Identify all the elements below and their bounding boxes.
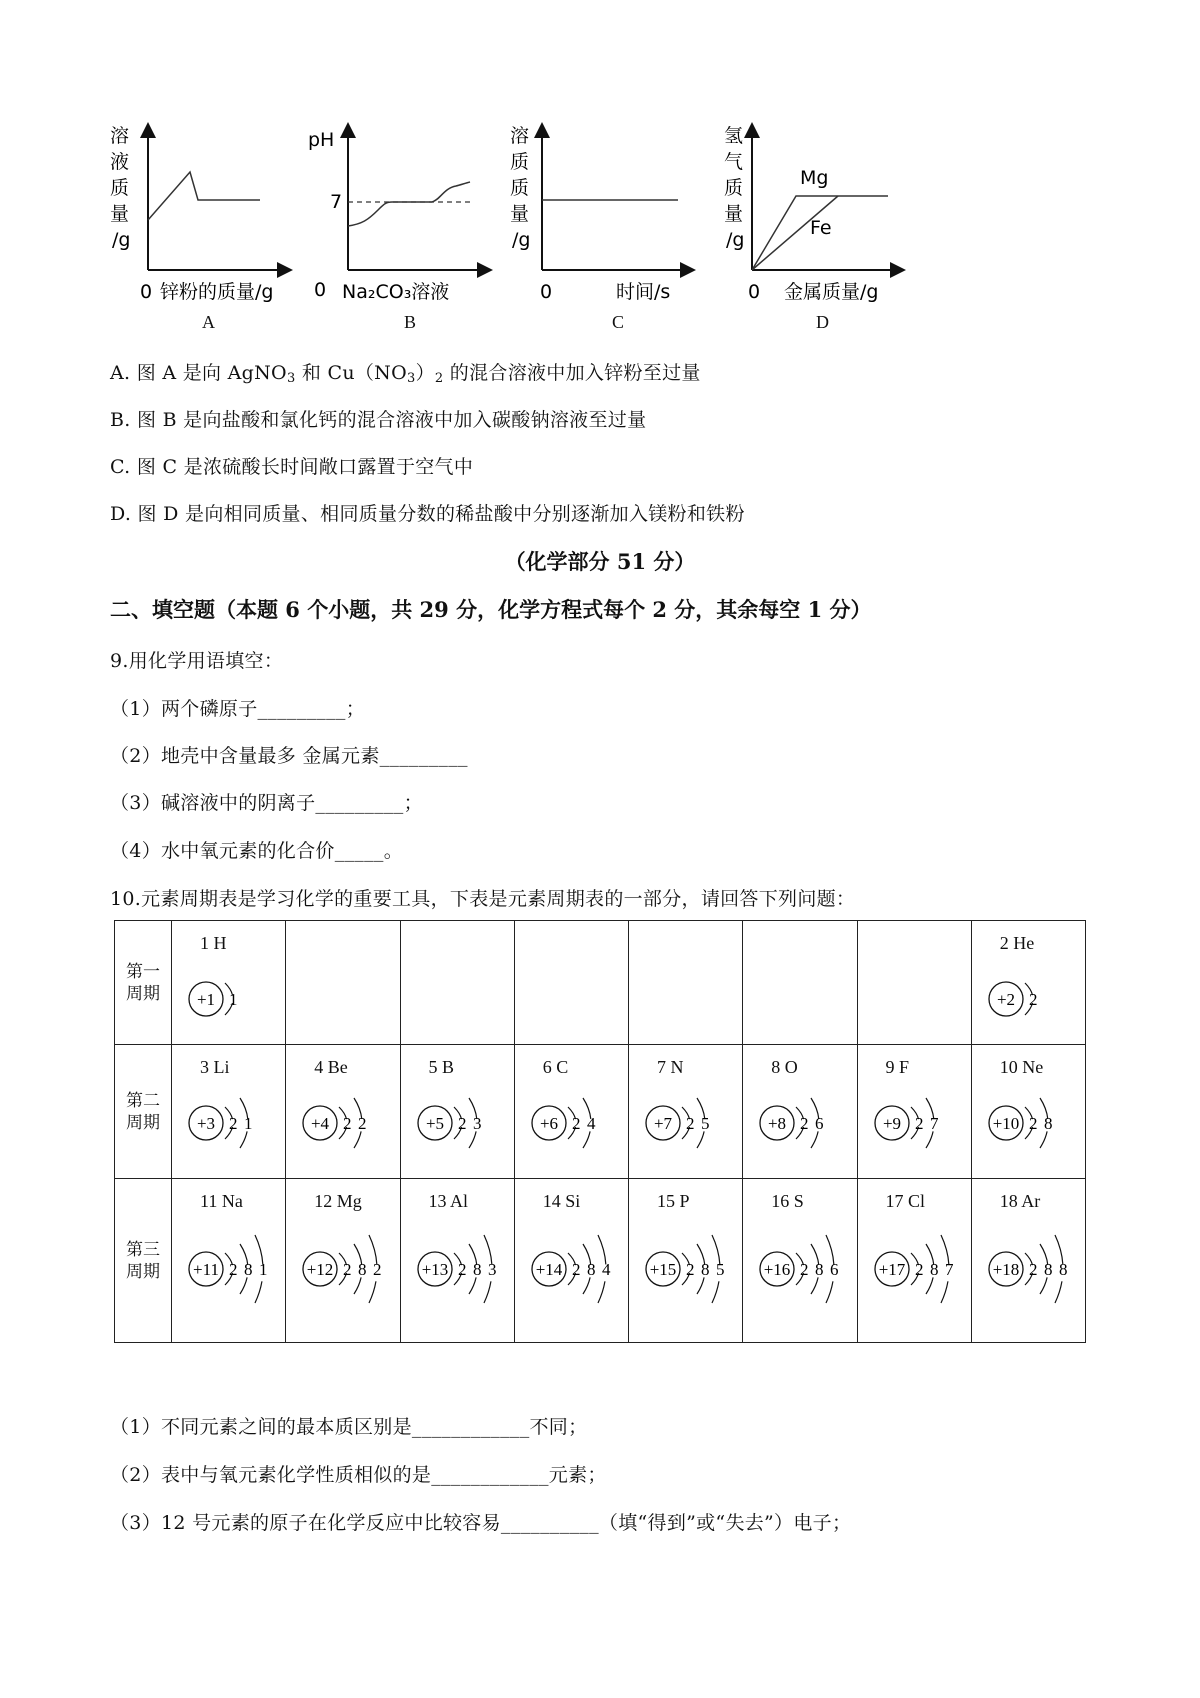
element-symbol: Al [450, 1191, 469, 1211]
element-s [743, 1179, 856, 1342]
shell-electron-count: 2 [358, 1114, 367, 1133]
ylabel-1: 质 [510, 151, 530, 173]
origin-label: 0 [314, 279, 327, 301]
shell-electron-count: 2 [1028, 990, 1038, 1009]
nucleus-charge: +17 [878, 1260, 905, 1279]
nucleus-charge: +16 [763, 1260, 791, 1279]
shell-electron-count: 5 [701, 1114, 710, 1133]
atomic-number: 11 [200, 1191, 218, 1211]
element-label [657, 1191, 690, 1212]
nucleus-charge: +13 [421, 1260, 448, 1279]
chart-c [508, 120, 693, 332]
element-cell [971, 1179, 1085, 1343]
shell-electron-count: 3 [487, 1260, 496, 1279]
ylabel-3: 量 [724, 203, 744, 225]
element-na [172, 1179, 285, 1342]
element-cell [172, 921, 286, 1045]
ylabel-0: 氢 [724, 125, 744, 147]
nucleus-charge: +10 [992, 1114, 1020, 1133]
element-n [629, 1045, 742, 1178]
atomic-number: 5 [428, 1057, 438, 1077]
q10-item-2: （2）表中与氧元素化学性质相似的是____________元素； [110, 1464, 607, 1486]
ylabel-0: pH [308, 129, 335, 151]
shell-electron-count: 7 [929, 1114, 938, 1133]
q9-item-3: （3）碱溶液中的阴离子_________； [110, 792, 423, 814]
shell-electron-count: 2 [686, 1114, 695, 1133]
element-ne [972, 1045, 1085, 1178]
element-p [629, 1179, 742, 1342]
atom-diagram [300, 1079, 395, 1163]
x-axis-label: 金属质量/g [784, 281, 879, 303]
q10-item-1: （1）不同元素之间的最本质区别是____________不同； [110, 1416, 588, 1438]
atomic-number: 7 [657, 1057, 666, 1077]
origin-label: 0 [748, 281, 761, 303]
atomic-number: 14 [542, 1191, 561, 1211]
shell-electron-count: 2 [571, 1114, 581, 1133]
chart-letter: D [816, 312, 829, 332]
element-cell [400, 1179, 514, 1343]
element-cell [286, 1179, 400, 1343]
shell-electron-count: 2 [1028, 1260, 1038, 1279]
element-symbol: Li [213, 1057, 230, 1077]
q9-item-4: （4）水中氧元素的化合价_____。 [110, 840, 403, 862]
atom-diagram [529, 1079, 624, 1163]
atom-diagram [872, 1213, 967, 1323]
atom-diagram [986, 955, 1081, 1039]
series-line [148, 172, 260, 220]
element-cell [286, 1045, 400, 1179]
element-mg [286, 1179, 399, 1342]
element-he [972, 921, 1085, 1044]
part-title: （化学部分 51 分） [504, 549, 696, 574]
element-symbol: H [213, 933, 227, 953]
empty-cell [857, 921, 971, 1045]
shell-electron-count: 5 [716, 1260, 725, 1279]
atomic-number: 1 [200, 933, 209, 953]
atomic-number: 15 [657, 1191, 675, 1211]
element-cell [971, 921, 1085, 1045]
row-label: 第三 周期 [115, 1179, 172, 1343]
chart-letter: A [202, 312, 215, 332]
element-cl [858, 1179, 971, 1342]
element-symbol: P [679, 1191, 690, 1211]
shell-electron-count: 8 [244, 1260, 253, 1279]
shell-electron-count: 8 [701, 1260, 710, 1279]
element-cell [514, 1179, 628, 1343]
atomic-number: 18 [999, 1191, 1018, 1211]
nucleus-charge: +11 [193, 1260, 219, 1279]
element-al [401, 1179, 514, 1342]
element-label [771, 1191, 804, 1212]
period-row-2 [115, 1045, 1086, 1179]
element-symbol: N [670, 1057, 684, 1077]
element-label [543, 1057, 569, 1078]
q10-item-3: （3）12 号元素的原子在化学反应中比较容易__________（填“得到”或“失去”）电子； [110, 1512, 852, 1534]
origin-label: 0 [140, 281, 153, 303]
element-cell [971, 1045, 1085, 1179]
atomic-number: 12 [314, 1191, 333, 1211]
ylabel-3: 量 [510, 203, 530, 225]
shell-electron-count: 4 [586, 1114, 596, 1133]
element-f [858, 1045, 971, 1178]
atomic-number: 17 [885, 1191, 904, 1211]
element-li [172, 1045, 285, 1178]
chart-b [308, 120, 505, 332]
atomic-number: 13 [428, 1191, 447, 1211]
shell-electron-count: 2 [1028, 1114, 1038, 1133]
element-label [314, 1191, 362, 1212]
shell-electron-count: 6 [830, 1260, 839, 1279]
atomic-number: 16 [771, 1191, 790, 1211]
shell-electron-count: 2 [800, 1114, 809, 1133]
element-symbol: C [556, 1057, 569, 1077]
element-label [886, 1057, 910, 1078]
element-symbol: Ar [1021, 1191, 1041, 1211]
element-cell [629, 1179, 743, 1343]
element-label [200, 1057, 230, 1078]
chart-letter: C [612, 312, 625, 332]
shell-electron-count: 2 [457, 1260, 466, 1279]
element-symbol: Be [327, 1057, 348, 1077]
origin-label: 0 [540, 281, 553, 303]
ylabel-0: 溶 [510, 125, 530, 147]
empty-cell [286, 921, 400, 1045]
nucleus-charge: +12 [306, 1260, 334, 1279]
row-label: 第一 周期 [115, 921, 172, 1045]
shell-electron-count: 8 [815, 1260, 824, 1279]
element-symbol: Cl [908, 1191, 926, 1211]
nucleus-charge: +6 [539, 1114, 558, 1133]
element-symbol: Na [221, 1191, 243, 1211]
period-row-3 [115, 1179, 1086, 1343]
element-label [200, 933, 227, 954]
atom-diagram [415, 1079, 510, 1163]
ylabel-4: /g [112, 229, 131, 251]
shell-electron-count: 8 [472, 1260, 481, 1279]
element-cell [514, 1045, 628, 1179]
atom-diagram [643, 1079, 738, 1163]
atom-diagram [529, 1213, 624, 1323]
shell-electron-count: 8 [1058, 1260, 1068, 1279]
nucleus-charge: +4 [311, 1114, 330, 1133]
shell-electron-count: 2 [914, 1114, 923, 1133]
nucleus-charge: +2 [996, 990, 1015, 1009]
shell-electron-count: 2 [800, 1260, 809, 1279]
element-o [743, 1045, 856, 1178]
atomic-number: 2 [999, 933, 1009, 953]
element-label [1000, 1057, 1044, 1078]
element-b [401, 1045, 514, 1178]
ytick-7: 7 [330, 191, 343, 213]
q9-item-1: （1）两个磷原子_________； [110, 698, 365, 720]
element-cell [857, 1045, 971, 1179]
element-label [1000, 1191, 1041, 1212]
atom-diagram [757, 1079, 852, 1163]
option-a: A. 图 A 是向 AgNO$_3$ 和 $Cu(NO_3)_2$ 的混合溶液中加入锌粉至过量 [110, 362, 701, 386]
element-symbol: Ne [1022, 1057, 1044, 1077]
element-c [515, 1045, 628, 1178]
chart-a-svg [110, 120, 295, 320]
periodic-table [114, 920, 1086, 1343]
shell-electron-count: 8 [1043, 1260, 1053, 1279]
shell-electron-count: 2 [373, 1260, 382, 1279]
atomic-number: 8 [771, 1057, 781, 1077]
atomic-number: 10 [999, 1057, 1018, 1077]
shell-electron-count: 7 [944, 1260, 953, 1279]
element-label [543, 1191, 581, 1212]
atomic-number: 3 [200, 1057, 209, 1077]
element-cell [743, 1045, 857, 1179]
chart-a [110, 120, 295, 332]
element-symbol: O [784, 1057, 798, 1077]
atom-diagram [643, 1213, 738, 1323]
atom-diagram [300, 1213, 395, 1323]
shell-electron-count: 6 [815, 1114, 824, 1133]
atom-diagram [872, 1079, 967, 1163]
series-line [348, 182, 470, 226]
ylabel-1: 气 [724, 151, 744, 173]
series-label-mg: Mg [800, 167, 829, 189]
element-cell [629, 1045, 743, 1179]
shell-electron-count: 2 [343, 1114, 352, 1133]
empty-cell [400, 921, 514, 1045]
q9-stem: 9.用化学用语填空： [110, 650, 284, 672]
shell-electron-count: 8 [929, 1260, 938, 1279]
nucleus-charge: +1 [196, 990, 216, 1009]
nucleus-charge: +14 [535, 1260, 563, 1279]
nucleus-charge: +18 [992, 1260, 1020, 1279]
atom-diagram [415, 1213, 510, 1323]
element-cell [400, 1045, 514, 1179]
q10-stem: 10.元素周期表是学习化学的重要工具，下表是元素周期表的一部分，请回答下列问题： [110, 888, 856, 910]
period-row-1 [115, 921, 1086, 1045]
chart-letter: B [404, 312, 417, 332]
shell-electron-count: 8 [1043, 1114, 1053, 1133]
nucleus-charge: +8 [768, 1114, 787, 1133]
atom-diagram [186, 955, 281, 1039]
element-label [314, 1057, 348, 1078]
option-b: B. 图 B 是向盐酸和氯化钙的混合溶液中加入碳酸钠溶液至过量 [110, 409, 647, 431]
section-title: 二、填空题（本题 6 个小题，共 29 分，化学方程式每个 2 分，其余每空 1 分） [110, 597, 872, 622]
element-h [172, 921, 285, 1044]
ylabel-4: /g [512, 229, 531, 251]
chart-b-svg [308, 120, 505, 320]
q9-item-2: （2）地壳中含量最多 金属元素_________ [110, 745, 468, 767]
element-label [200, 1191, 243, 1212]
atom-diagram [757, 1213, 852, 1323]
option-d: D. 图 D 是向相同质量、相同质量分数的稀盐酸中分别逐渐加入镁粉和铁粉 [110, 503, 745, 525]
element-ar [972, 1179, 1085, 1342]
element-label [429, 1057, 455, 1078]
element-symbol: F [899, 1057, 910, 1077]
empty-cell [514, 921, 628, 1045]
atomic-number: 6 [542, 1057, 552, 1077]
ylabel-2: 质 [110, 177, 130, 199]
empty-cell [743, 921, 857, 1045]
x-axis-label: Na₂CO₃溶液 [342, 281, 450, 303]
element-symbol: Si [565, 1191, 581, 1211]
nucleus-charge: +15 [649, 1260, 677, 1279]
chart-d [718, 120, 903, 332]
series-label-fe: Fe [810, 217, 832, 239]
chart-d-svg [718, 120, 903, 320]
shell-electron-count: 1 [229, 990, 238, 1009]
shell-electron-count: 8 [586, 1260, 596, 1279]
x-axis-label: 锌粉的质量/g [160, 281, 274, 303]
shell-electron-count: 4 [601, 1260, 611, 1279]
ylabel-4: /g [726, 229, 745, 251]
element-symbol: S [793, 1191, 804, 1211]
atomic-number: 9 [885, 1057, 895, 1077]
atomic-number: 4 [314, 1057, 324, 1077]
nucleus-charge: +5 [425, 1114, 444, 1133]
atom-diagram [986, 1213, 1081, 1323]
element-label [429, 1191, 469, 1212]
atom-diagram [986, 1079, 1081, 1163]
shell-electron-count: 3 [472, 1114, 481, 1133]
ylabel-2: 质 [724, 177, 744, 199]
shell-electron-count: 2 [343, 1260, 352, 1279]
ylabel-1: 液 [110, 151, 130, 173]
x-axis-label: 时间/s [616, 281, 671, 303]
nucleus-charge: +9 [882, 1114, 901, 1133]
ylabel-2: 质 [510, 177, 530, 199]
element-label [657, 1057, 684, 1078]
nucleus-charge: +3 [196, 1114, 216, 1133]
element-symbol: He [1013, 933, 1035, 953]
shell-electron-count: 2 [914, 1260, 923, 1279]
nucleus-charge: +7 [653, 1114, 673, 1133]
row-label: 第二 周期 [115, 1045, 172, 1179]
atom-diagram [186, 1079, 281, 1163]
element-cell [172, 1179, 286, 1343]
shell-electron-count: 8 [358, 1260, 367, 1279]
shell-electron-count: 2 [571, 1260, 581, 1279]
shell-electron-count: 2 [457, 1114, 466, 1133]
element-cell [743, 1179, 857, 1343]
ylabel-0: 溶 [110, 125, 130, 147]
option-c: C. 图 C 是浓硫酸长时间敞口露置于空气中 [110, 456, 474, 478]
element-symbol: Mg [336, 1191, 362, 1211]
element-label [771, 1057, 798, 1078]
element-be [286, 1045, 399, 1178]
ylabel-3: 量 [110, 203, 130, 225]
shell-electron-count: 1 [244, 1114, 253, 1133]
element-symbol: B [442, 1057, 455, 1077]
element-cell [172, 1045, 286, 1179]
atom-diagram [186, 1213, 281, 1323]
element-label [886, 1191, 926, 1212]
empty-cell [629, 921, 743, 1045]
shell-electron-count: 2 [229, 1114, 238, 1133]
element-cell [857, 1179, 971, 1343]
shell-electron-count: 2 [229, 1260, 238, 1279]
chart-c-svg [508, 120, 693, 320]
shell-electron-count: 2 [686, 1260, 695, 1279]
element-si [515, 1179, 628, 1342]
element-label [1000, 933, 1035, 954]
shell-electron-count: 1 [259, 1260, 268, 1279]
